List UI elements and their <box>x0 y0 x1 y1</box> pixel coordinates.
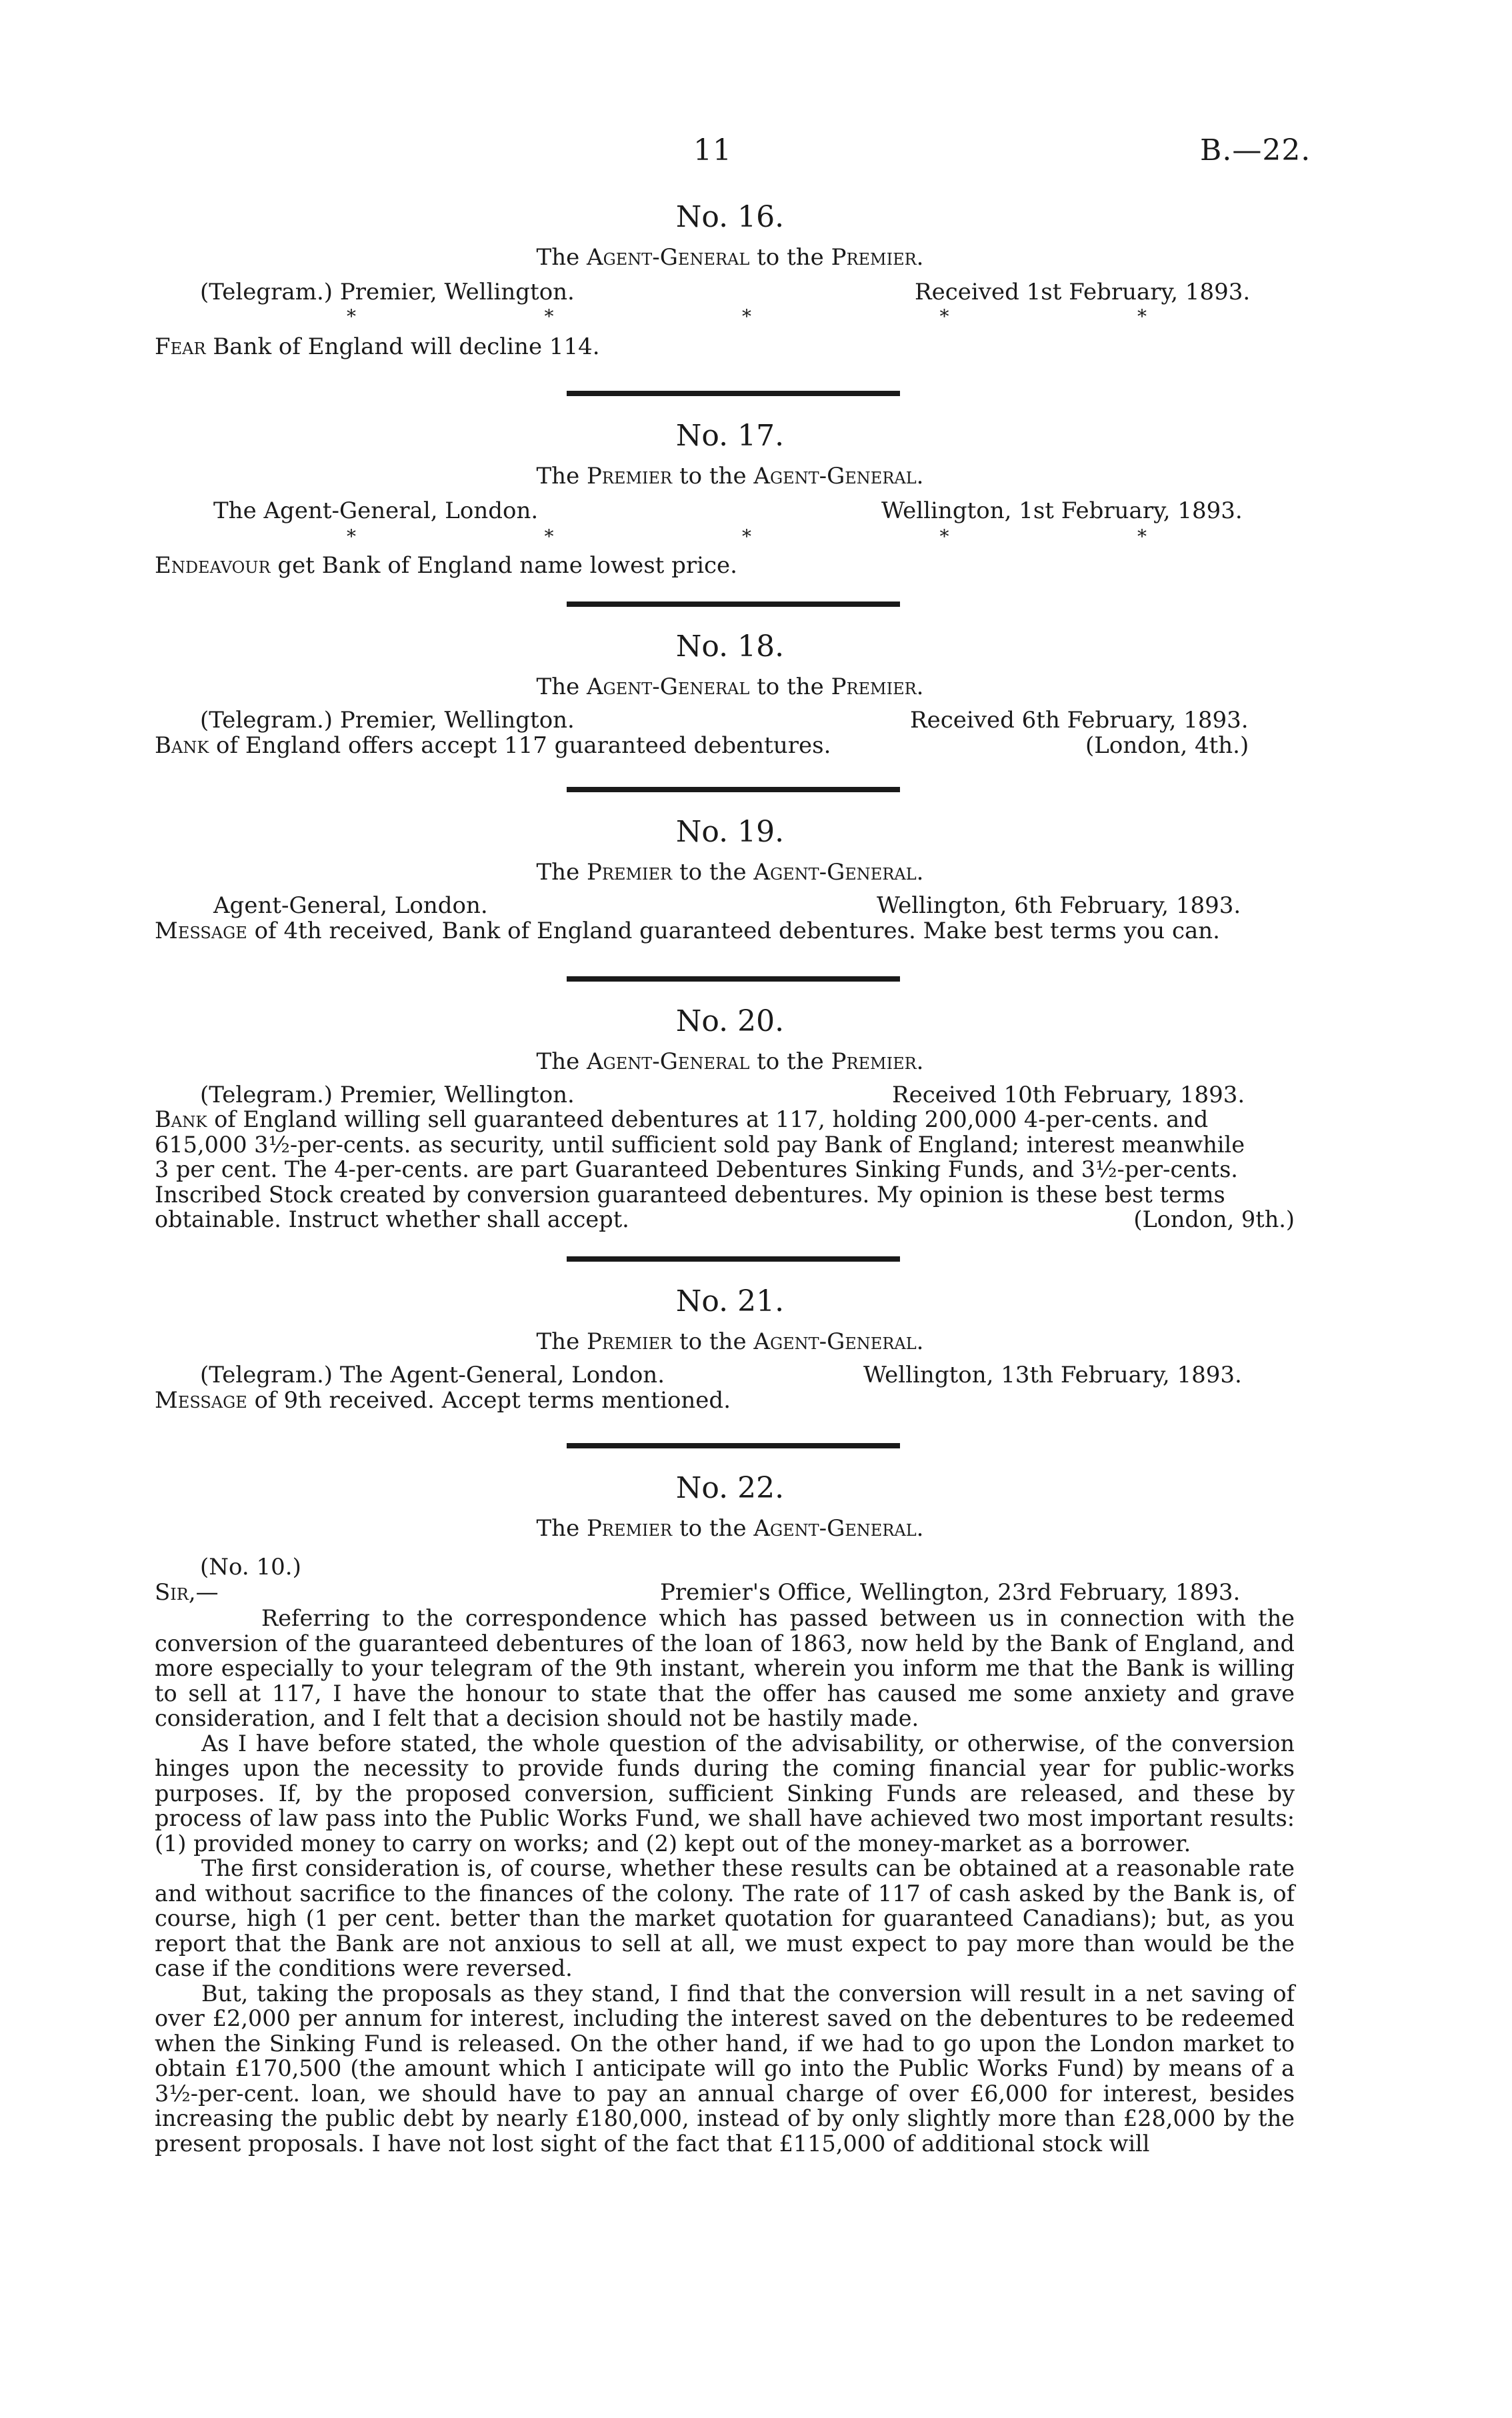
section-title: The Premier to the Agent-General. <box>536 1328 924 1355</box>
telegram-address: (Telegram.) Premier, Wellington. <box>200 1082 575 1108</box>
body-line: Inscribed Stock created by conversion guaranteed debentures. My opinion is these best terms <box>155 1181 1225 1208</box>
sent-date: Wellington, 13th February, 1893. <box>863 1362 1242 1388</box>
section-title: The Premier to the Agent-General. <box>536 463 924 489</box>
telegram-body: Fear Bank of England will decline 114. <box>155 333 600 360</box>
document-reference: B.—22. <box>1200 133 1311 167</box>
body-line: obtainable. Instruct whether shall accept. (London, 9th.) <box>155 1206 1295 1232</box>
sent-date: Wellington, 6th February, 1893. <box>877 892 1241 919</box>
section-title: The Premier to the Agent-General. <box>536 1515 924 1542</box>
section-divider <box>567 787 900 792</box>
telegram-address: Agent-General, London. <box>213 892 488 919</box>
section-divider <box>567 1256 900 1262</box>
section-title: The Agent-General to the Premier. <box>536 244 924 271</box>
telegram-origin: (London, 9th.) <box>1133 1206 1295 1232</box>
body-line: 3 per cent. The 4-per-cents. are part Guaranteed Debentures Sinking Funds, and 3½-per-cents. <box>155 1156 1238 1182</box>
section-title: The Premier to the Agent-General. <box>536 859 924 886</box>
telegram-origin: (London, 4th.) <box>1085 732 1249 759</box>
asterisk-separator: * * * * * <box>347 305 1147 327</box>
letter-paragraph: The first consideration is, of course, whether these results can be obtained at a reasonable rate and without sacrifice to the finances of the colony. The rate of 117 of cash asked by the Bank is, of course, high (1 per cent. better than the market quotation for guaranteed Canadians); but, as you report that the Bank are not anxious to sell at all, we must expect to pay more than would be the case if the conditions were reversed. <box>155 1855 1295 1981</box>
telegram-body: Message of 9th received. Accept terms mentioned. <box>155 1387 731 1414</box>
section-number: No. 20. <box>675 1004 785 1038</box>
telegram-body: Bank of England offers accept 117 guaranteed debentures. <box>155 732 831 759</box>
letter-dateline: Premier's Office, Wellington, 23rd February, 1893. <box>660 1579 1241 1606</box>
letter-paragraph: But, taking the proposals as they stand, I find that the conversion will result in a net saving of over £2,000 per annum for interest, including the interest saved on the debentures to be redeemed when the Sinking Fund is released. On the other hand, if we had to go upon the London market to obtain £170,500 (the amount which I anticipate will go into the Public Works Fund) by means of a 3½-per-cent. loan, we should have to pay an annual charge of over £6,000 for interest, besides increasing the public debt by nearly £180,000, instead of by only slightly more than £28,000 by the present proposals. I have not lost sight of the fact that £115,000 of additional stock will <box>155 1980 1295 2157</box>
section-title: The Agent-General to the Premier. <box>536 674 924 700</box>
section-number: No. 19. <box>675 815 785 849</box>
section-number: No. 22. <box>675 1471 785 1505</box>
body-line: Bank of England willing sell guaranteed debentures at 117, holding 200,000 4-per-cents. and <box>155 1106 1209 1132</box>
section-divider <box>567 976 900 982</box>
section-title: The Agent-General to the Premier. <box>536 1048 924 1075</box>
body-line: 615,000 3½-per-cents. as security, until sufficient sold pay Bank of England; interest meanwhile <box>155 1131 1245 1158</box>
section-divider <box>567 391 900 396</box>
telegram-body: Message of 4th received, Bank of England guaranteed debentures. Make best terms you can. <box>155 918 1220 944</box>
telegram-address: (Telegram.) Premier, Wellington. <box>200 707 575 734</box>
section-divider <box>567 1443 900 1448</box>
section-number: No. 18. <box>675 630 785 664</box>
received-date: Received 10th February, 1893. <box>892 1082 1245 1108</box>
telegram-address: (Telegram.) The Agent-General, London. <box>200 1362 665 1388</box>
sent-date: Wellington, 1st February, 1893. <box>881 497 1243 524</box>
section-number: No. 21. <box>675 1284 785 1318</box>
letter-body <box>155 1606 1295 2156</box>
letter-reference: (No. 10.) <box>200 1554 301 1580</box>
received-date: Received 6th February, 1893. <box>910 707 1249 734</box>
section-number: No. 16. <box>675 200 785 234</box>
section-number: No. 17. <box>675 419 785 453</box>
asterisk-separator: * * * * * <box>347 525 1147 547</box>
received-date: Received 1st February, 1893. <box>915 279 1251 305</box>
salutation: Sir,— <box>155 1579 219 1606</box>
section-divider <box>567 601 900 607</box>
page-number: 11 <box>693 133 732 167</box>
telegram-address: The Agent-General, London. <box>213 497 539 524</box>
telegram-body <box>155 1107 1295 1232</box>
telegram-address: (Telegram.) Premier, Wellington. <box>200 279 575 305</box>
telegram-body: Endeavour get Bank of England name lowest price. <box>155 552 737 579</box>
letter-paragraph: Referring to the correspondence which has passed between us in connection with the conversion of the guaranteed debentures of the loan of 1863, now held by the Bank of England, and more especially to your telegram of the 9th instant, wherein you inform me that the Bank is willing to sell at 117, I have the honour to state that the offer has caused me some anxiety and grave consideration, and I felt that a decision should not be hastily made. <box>155 1605 1295 1731</box>
letter-paragraph: As I have before stated, the whole question of the advisability, or otherwise, of the conversion hinges upon the necessity to provide funds during the coming financial year for public-works purposes. If, by the proposed conversion, sufficient Sinking Funds are released, and these by process of law pass into the Public Works Fund, we shall have achieved two most important results: (1) provided money to carry on works; and (2) kept out of the money-market as a borrower. <box>155 1730 1295 1857</box>
